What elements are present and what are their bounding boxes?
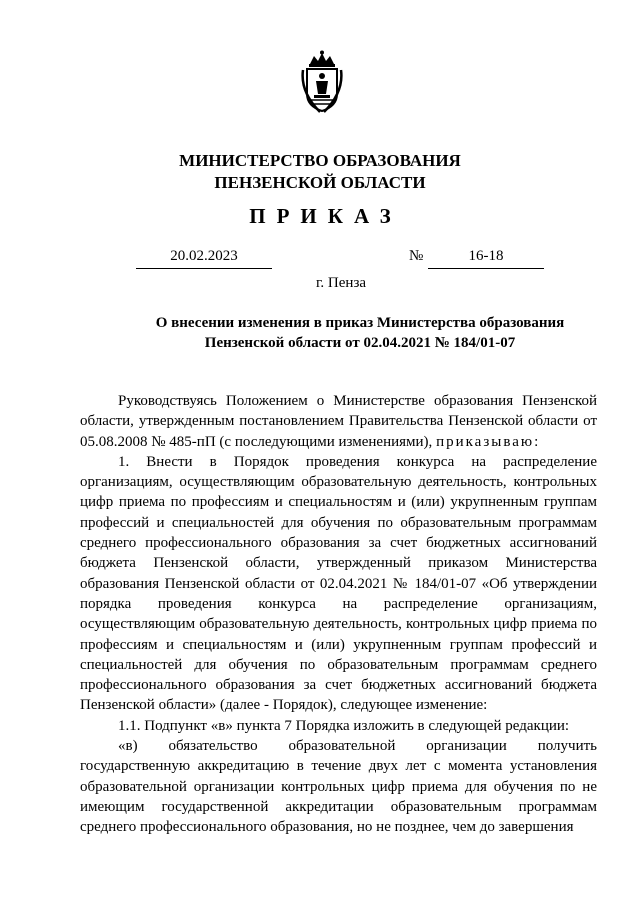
document-type-title: ПРИКАЗ [249, 204, 402, 228]
paragraph-preamble [80, 391, 597, 452]
order-body [80, 391, 597, 838]
ministry-name-line2: ПЕНЗЕНСКОЙ ОБЛАСТИ [214, 173, 426, 192]
order-number-sign: № [409, 248, 424, 264]
ministry-name [0, 150, 640, 194]
order-subject [140, 313, 580, 353]
order-date: 20.02.2023 [136, 248, 272, 269]
preamble-text: Руководствуясь Положением о Министерстве образования Пензенской области, утвержденным постановлением Правительства Пензенской области от 05.08.2008 № 485-пП (с последующими изменениями), [80, 393, 597, 450]
ministry-name-line1: МИНИСТЕРСТВО ОБРАЗОВАНИЯ [179, 151, 461, 170]
paragraph-item-1-1: 1.1. Подпункт «в» пункта 7 Порядка изложить в следующей редакции: [118, 717, 570, 734]
order-subject-line2: Пензенской области от 02.04.2021 № 184/01-07 [204, 335, 516, 351]
city: г. Пенза [315, 275, 367, 291]
order-word: приказываю: [436, 433, 541, 450]
paragraph-item-1: 1. Внести в Порядок проведения конкурса на распределение организациям, осуществляющим образовательную деятельность, контрольных цифр приема по профессиям и специальностям и (или) укрупненным группам профессий и специальностей для обучения по образовательным программам среднего профессионального образования за счет бюджетных ассигнований бюджета Пензенской области, утвержденный приказом Министерства образования Пензенской области от 02.04.2021 № 184/01-07 «Об утверждении порядка проведения конкурса на распределение организациям, осуществляющим образовательную деятельность, контрольных цифр приема по профессиям и специальностям и (или) укрупненным группам профессий и специальностей для обучения по образовательным программам среднего профессионального образования за счет бюджетных ассигнований бюджета Пензенской области» (далее - Порядок), следующее изменение: [80, 453, 597, 714]
coat-of-arms-icon [300, 50, 344, 114]
order-subject-line1: О внесении изменения в приказ Министерства образования [155, 315, 565, 331]
paragraph-subitem-v: «в) обязательство образовательной организации получить государственную аккредитацию в течение двух лет с момента установления образовательной организации контрольных цифр приема для обучения по не имеющим государственной аккредитации образовательным программам среднего профессионального образования, но не позднее, чем до завершения [80, 738, 597, 836]
order-number: 16-18 [428, 248, 544, 269]
